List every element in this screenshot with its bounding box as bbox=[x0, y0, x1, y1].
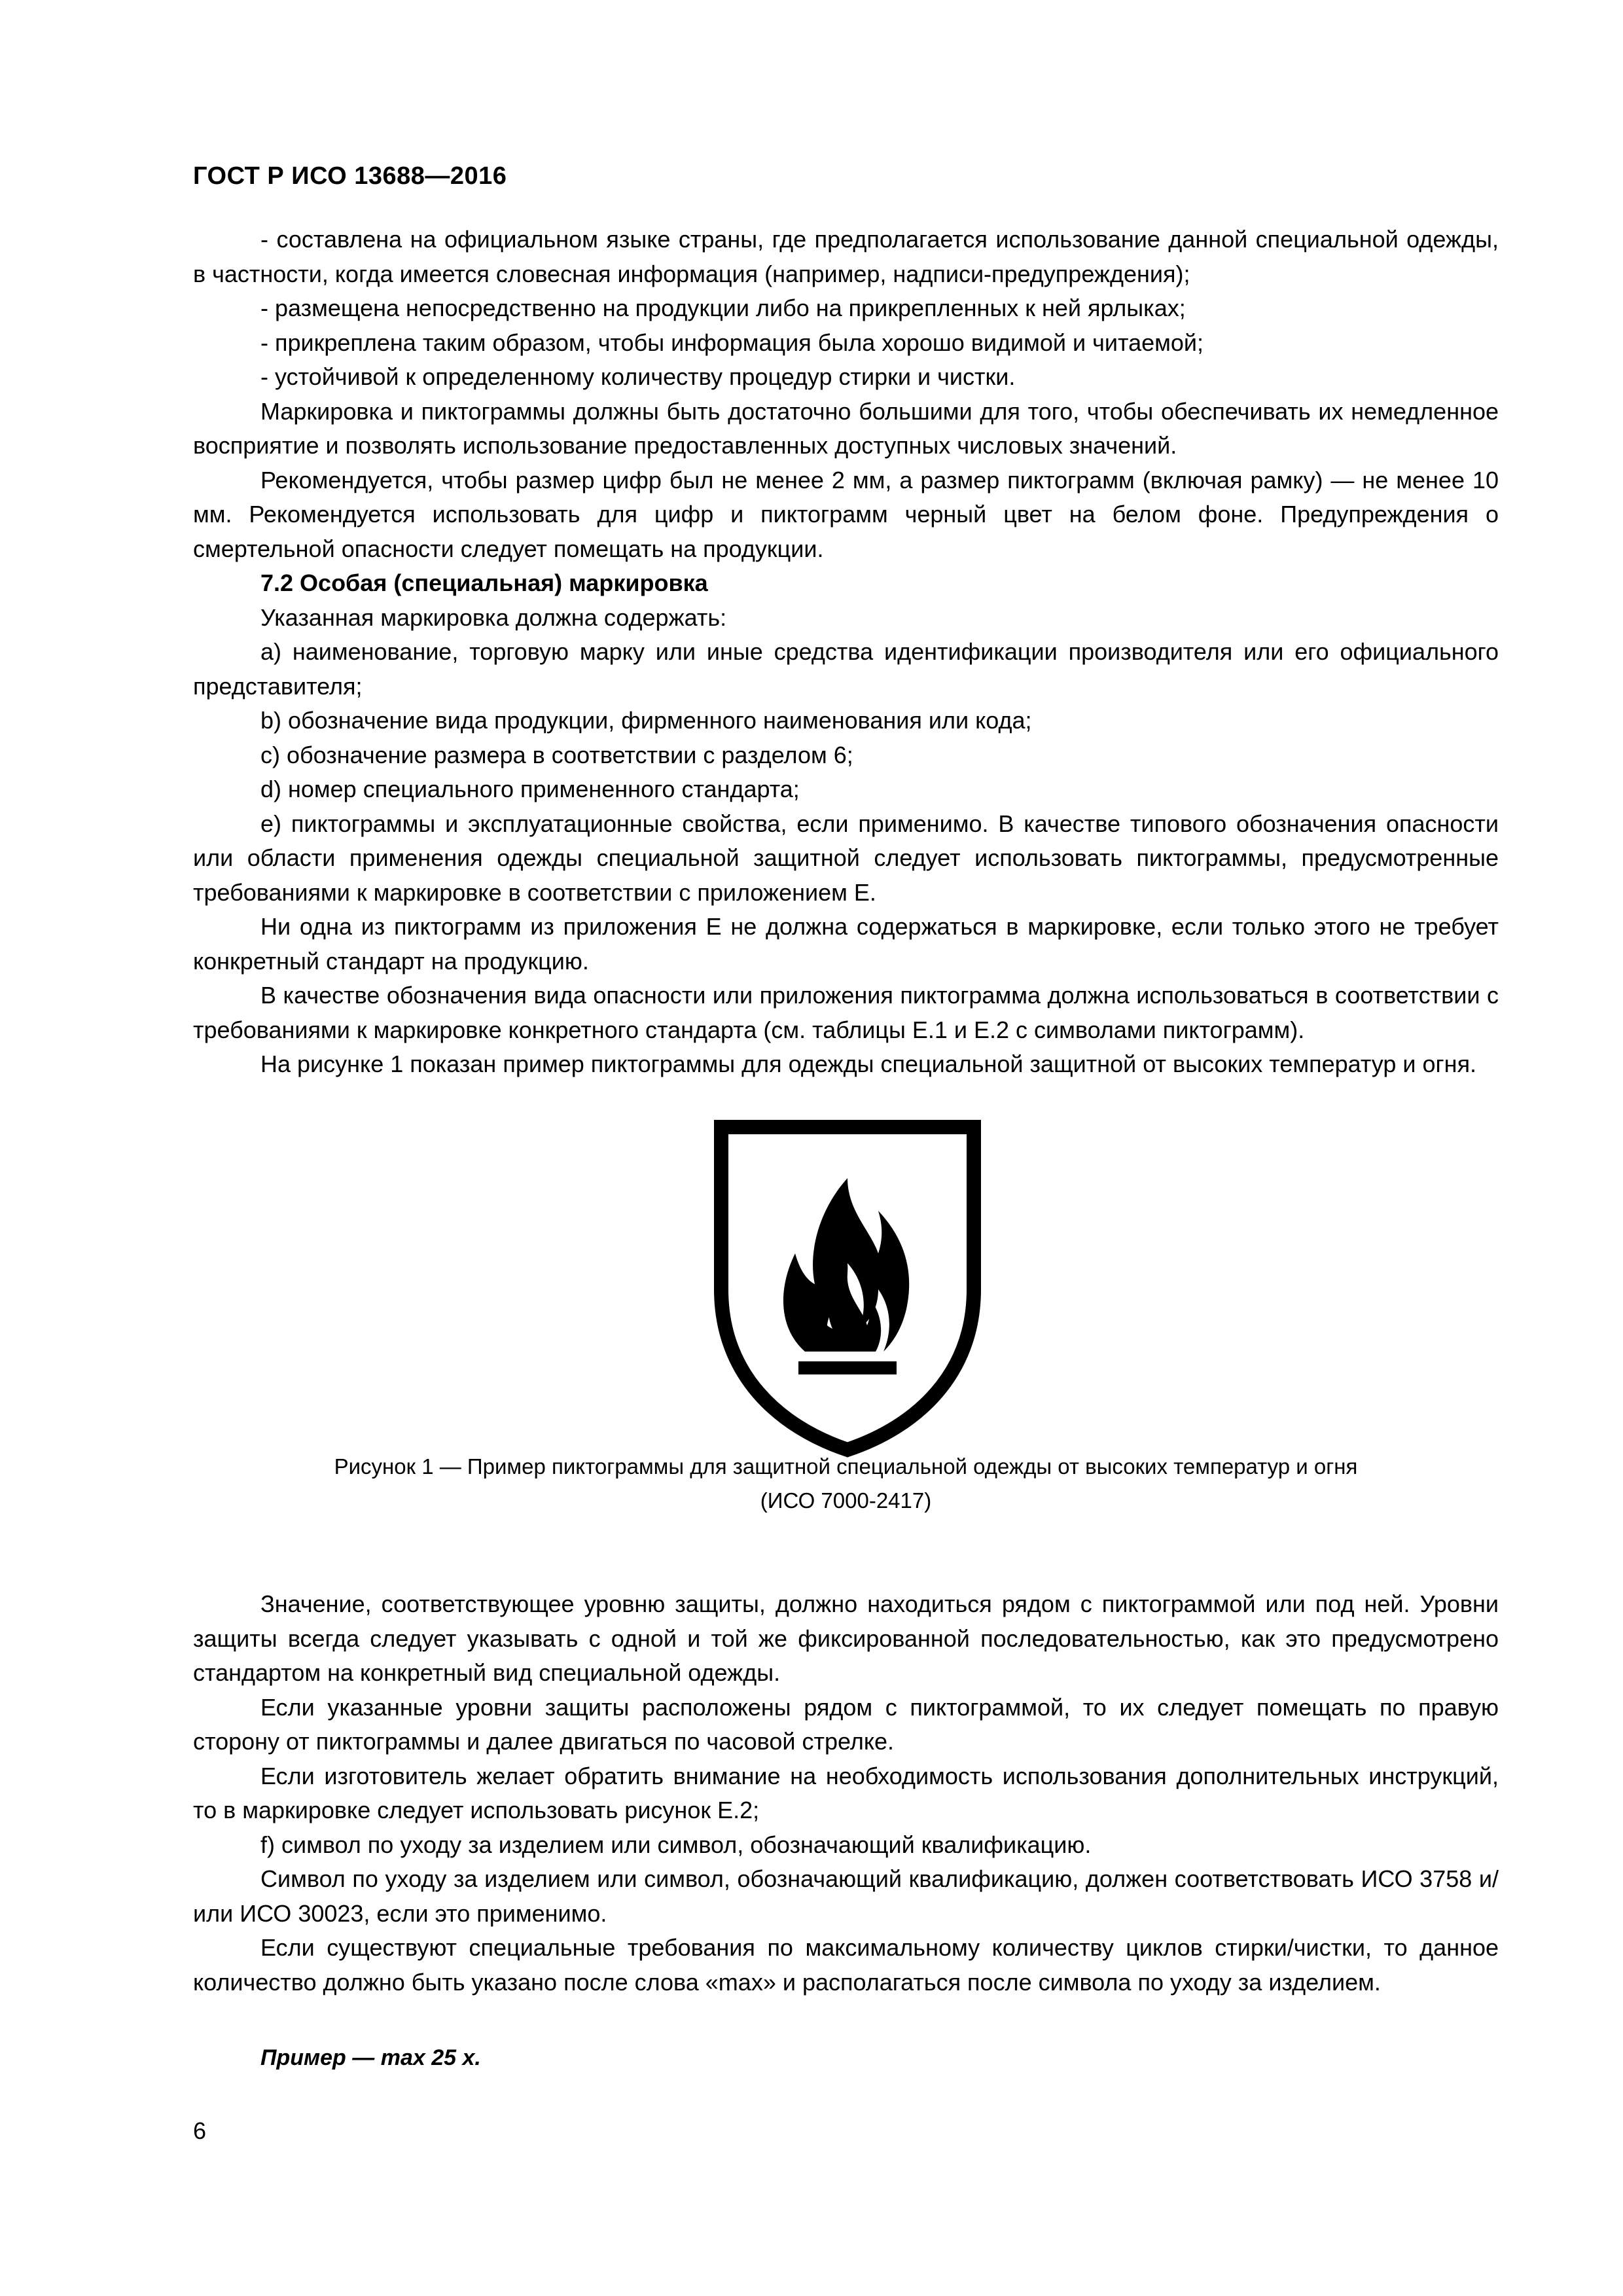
flame-shield-icon bbox=[707, 1113, 988, 1466]
paragraph: Если существуют специальные требования по максимальному количеству циклов стирки/чистки, то данное количество должно быть указано после слова «max» и располагаться после символа по уходу за изделием. bbox=[193, 1934, 1499, 1996]
paragraph: - прикреплена таким образом, чтобы информация была хорошо видимой и читаемой; bbox=[260, 329, 1204, 356]
paragraph: На рисунке 1 показан пример пиктограммы для одежды специальной защитной от высоких температур и огня. bbox=[260, 1050, 1477, 1077]
paragraph: - устойчивой к определенному количеству процедур стирки и чистки. bbox=[260, 363, 1016, 390]
caption-line: Рисунок 1 — Пример пиктограммы для защитной специальной одежды от высоких температур и огня bbox=[334, 1454, 1358, 1479]
example-note: Пример — max 25 x. bbox=[260, 2045, 481, 2070]
list-item: b) обозначение вида продукции, фирменного наименования или кода; bbox=[260, 707, 1032, 734]
list-item: e) пиктограммы и эксплуатационные свойства, если применимо. В качестве типового обозначения опасности или области применения одежды специальной защитной следует использовать пиктограммы, предусмотренные требованиями к маркировке в соответствии с приложением Е. bbox=[193, 810, 1499, 906]
paragraph: Если изготовитель желает обратить внимание на необходимость использования дополнительных инструкций, то в маркировке следует использовать рисунок Е.2; bbox=[193, 1762, 1499, 1823]
list-item: d) номер специального примененного стандарта; bbox=[260, 776, 800, 802]
list-item: f) символ по уходу за изделием или символ, обозначающий квалификацию. bbox=[260, 1831, 1092, 1858]
paragraph: - размещена непосредственно на продукции либо на прикрепленных к ней ярлыках; bbox=[260, 295, 1186, 321]
caption-line: (ИСО 7000-2417) bbox=[760, 1488, 932, 1513]
document-header: ГОСТ Р ИСО 13688—2016 bbox=[193, 162, 507, 190]
paragraph: Значение, соответствующее уровню защиты, должно находиться рядом с пиктограммой или под ней. Уровни защиты всегда следует указывать с одной и той же фиксированной последовательностью, как это предусмотрено стандартом на конкретный вид специальной одежды. bbox=[193, 1590, 1499, 1686]
paragraph: Символ по уходу за изделием или символ, обозначающий квалификацию, должен соответствовать ИСО 3758 и/или ИСО 30023, если это применимо. bbox=[193, 1865, 1499, 1927]
section-heading: 7.2 Особая (специальная) маркировка bbox=[260, 569, 708, 596]
paragraph: - составлена на официальном языке страны, где предполагается использование данной специальной одежды, в частности, когда имеется словесная информация (например, надписи-предупреждения); bbox=[193, 226, 1499, 287]
paragraph: Указанная маркировка должна содержать: bbox=[260, 603, 727, 631]
body-text-bottom bbox=[193, 1587, 1499, 2000]
paragraph: Ни одна из пиктограмм из приложения Е не должна содержаться в маркировке, если только этого не требует конкретный стандарт на продукцию. bbox=[193, 913, 1499, 975]
body-text-top bbox=[193, 223, 1499, 1082]
paragraph: В качестве обозначения вида опасности или приложения пиктограмма должна использоваться в соответствии с требованиями к маркировке конкретного стандарта (см. таблицы Е.1 и Е.2 с символами пиктограмм). bbox=[193, 982, 1499, 1043]
page-number: 6 bbox=[193, 2117, 207, 2144]
paragraph: Маркировка и пиктограммы должны быть достаточно большими для того, чтобы обеспечивать их немедленное восприятие и позволять использование предоставленных доступных числовых значений. bbox=[193, 397, 1499, 459]
paragraph: Рекомендуется, чтобы размер цифр был не менее 2 мм, а размер пиктограмм (включая рамку) — не менее 10 мм. Рекомендуется использовать для цифр и пиктограмм черный цвет на белом фоне. Предупреждения о смертельной опасности следует помещать на продукции. bbox=[193, 466, 1499, 562]
list-item: c) обозначение размера в соответствии с разделом 6; bbox=[260, 741, 853, 768]
figure-caption bbox=[193, 1450, 1499, 1518]
list-item: a) наименование, торговую марку или иные средства идентификации производителя или его официального представителя; bbox=[193, 638, 1499, 700]
paragraph: Если указанные уровни защиты расположены рядом с пиктограммой, то их следует помещать по правую сторону от пиктограммы и далее двигаться по часовой стрелке. bbox=[193, 1693, 1499, 1755]
